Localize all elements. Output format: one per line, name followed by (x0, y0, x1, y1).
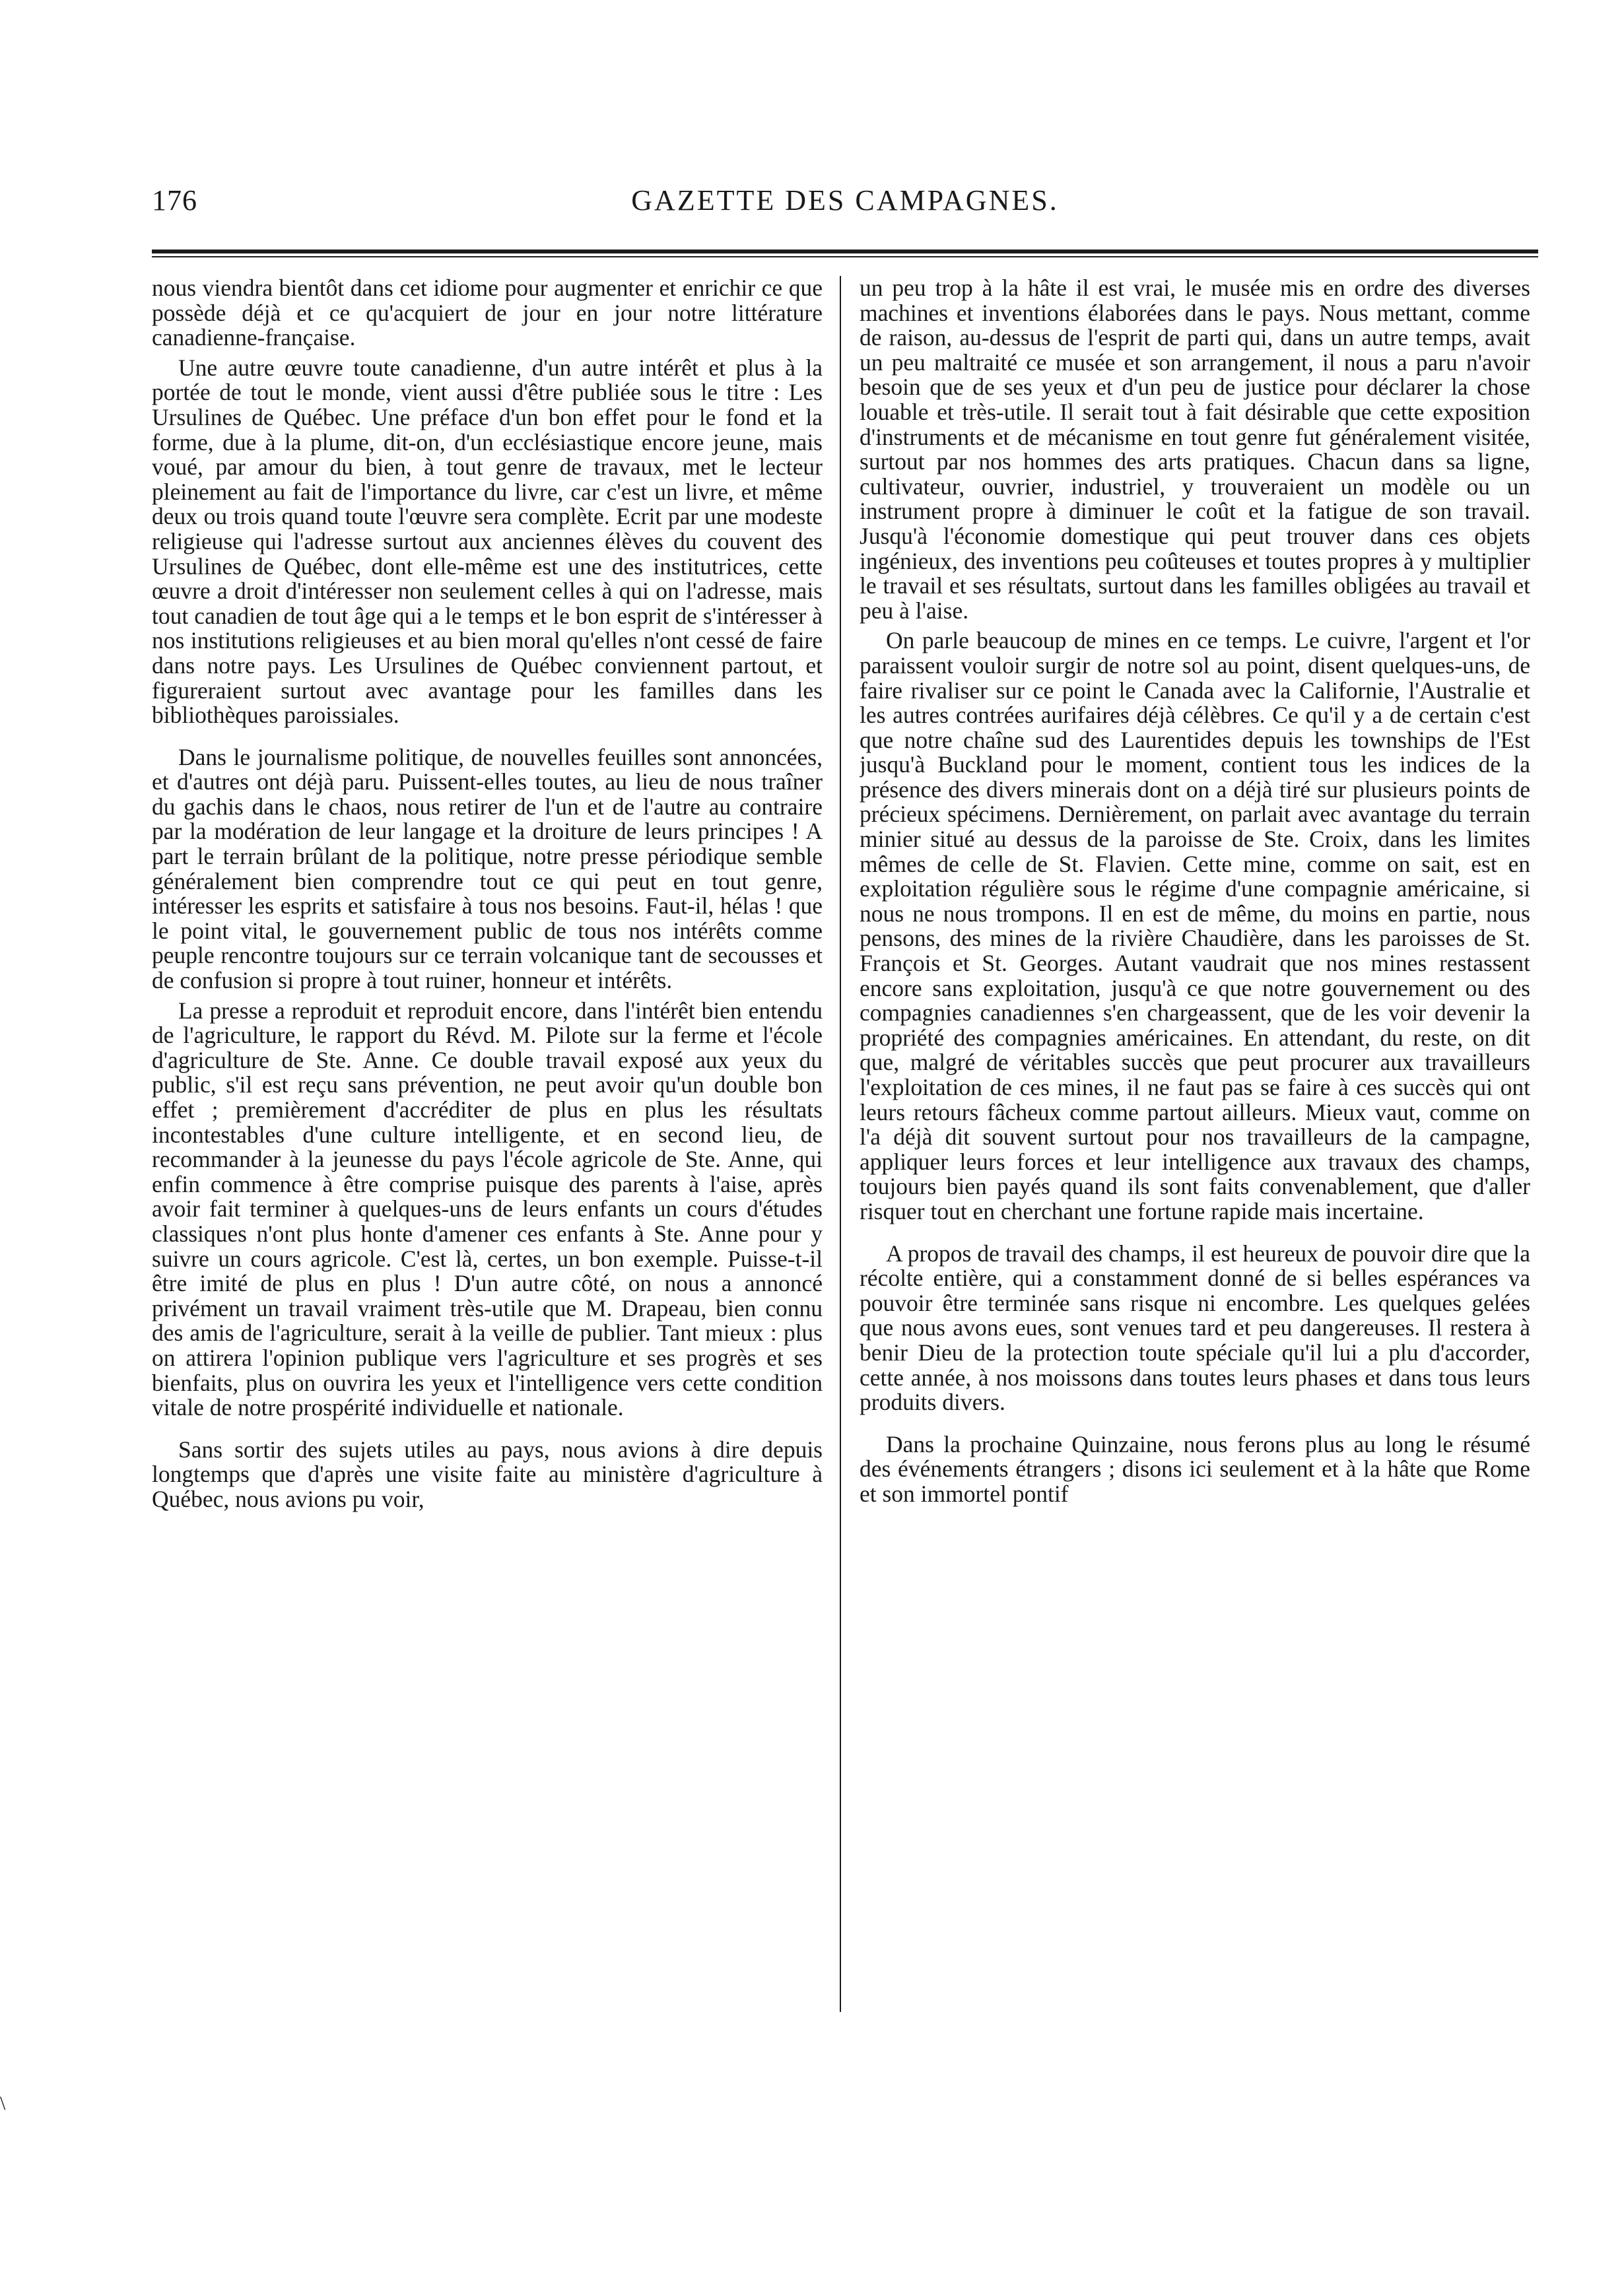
newspaper-page (152, 178, 1538, 2158)
journal-title: GAZETTE DES CAMPAGNES. (631, 184, 1059, 217)
right-column (860, 276, 1530, 2012)
paragraph: A propos de travail des champs, il est heureux de pouvoir dire que la récolte entière, qui a constamment donné de si belles espérances va pouvoir être terminée sans risque ni encombre. Les quelques gelées que nous avons eues, sont venues tard et peu dangereuses. Il restera à benir Dieu de la protection toute spéciale qu'il lui a plu d'accorder, cette année, à nos moissons dans toutes leurs phases et dans tous leurs produits divers. (860, 1240, 1530, 1416)
paragraph: Dans le journalisme politique, de nouvelles feuilles sont annoncées, et d'autres ont déjà paru. Puissent-elles toutes, au lieu de nous traîner du gachis dans le chaos, nous retirer de l'un et de l'autre au contraire par la modération de leur langage et la droiture de leurs principes ! A part le terrain brûlant de la politique, notre presse périodique semble généralement bien comprendre tout ce qui peut en tout genre, intéresser les esprits et satisfaire à tous nos besoins. Faut-il, hélas ! que le point vital, le gouvernement public de tous nos intérêts comme peuple rencontre toujours sur ce terrain volcanique tant de secousses et de confusion si propre à tout ruiner, honneur et intérêts. (152, 743, 823, 994)
article-columns (152, 276, 1538, 2012)
margin-mark: \ (0, 2092, 6, 2114)
page-header (152, 178, 1538, 224)
paragraph: La presse a reproduit et reproduit encore, dans l'intérêt bien entendu de l'agriculture, le rapport du Révd. M. Pilote sur la ferme et l'école d'agriculture de Ste. Anne. Ce double travail exposé aux yeux du public, s'il est reçu sans prévention, ne peut avoir qu'un double bon effet ; premièrement d'accréditer de plus en plus les résultats incontestables d'une culture intelligente, et en second lieu, de recommander à la jeunesse du pays l'école agricole de Ste. Anne, qui enfin commence à être comprise puisque des parents à l'aise, après avoir fait terminer à quelques-uns de leurs enfants un cours d'études classiques n'ont plus honte d'amener ces enfants à Ste. Anne pour y suivre un cours agricole. C'est là, certes, un bon exemple. Puisse-t-il être imité de plus en plus ! D'un autre côté, on nous a annoncé privément un travail vraiment très-utile que M. Drapeau, bien connu des amis de l'agriculture, serait à la veille de publier. Tant mieux : plus on attirera l'opinion publique vers l'agriculture et ses progrès et ses bienfaits, plus on ouvrira les yeux et l'intelligence vers cette condition vitale de notre prospérité individuelle et nationale. (152, 997, 823, 1421)
paragraph: Dans la prochaine Quinzaine, nous ferons plus au long le résumé des événements étrangers ; disons ici seulement et à la hâte que Rome et son immortel pontif (860, 1430, 1530, 1507)
left-column (152, 276, 823, 2012)
paragraph: Une autre œuvre toute canadienne, d'un autre intérêt et plus à la portée de tout le monde, vient aussi d'être publiée sous le titre : Les Ursulines de Québec. Une préface d'un bon effet pour le fond et la forme, due à la plume, dit-on, d'un ecclésiastique encore jeune, mais voué, par amour du bien, à tout genre de travaux, met le lecteur pleinement au fait de l'importance du livre, car c'est un livre, et même deux ou trois quand toute l'œuvre sera complète. Ecrit par une modeste religieuse qui l'adresse surtout aux anciennes élèves du couvent des Ursulines de Québec, dont elle-même est une des institutrices, cette œuvre a droit d'intéresser non seulement celles à qui on l'adresse, mais tout canadien de tout âge qui a le temps et le bon esprit de s'intéresser à nos institutions religieuses et au bien moral qu'elles n'ont cessé de faire dans notre pays. Les Ursulines de Québec conviennent partout, et figureraient surtout avec avantage pour les familles dans les bibliothèques paroissiales. (152, 354, 823, 729)
column-divider (840, 276, 841, 2012)
paragraph: Sans sortir des sujets utiles au pays, nous avions à dire depuis longtemps que d'après une visite faite au ministère d'agriculture à Québec, nous avions pu voir, (152, 1436, 823, 1512)
page-number: 176 (152, 184, 197, 217)
paragraph: On parle beaucoup de mines en ce temps. Le cuivre, l'argent et l'or paraissent vouloir surgir de notre sol au point, disent quelques-uns, de faire rivaliser sur ce point le Canada avec la Californie, l'Australie et les autres contrées aurifaires déjà célèbres. Ce qu'il y a de certain c'est que notre chaîne sud des Laurentides depuis les townships de l'Est jusqu'à Buckland pour le moment, contient tous les indices de la présence des divers minerais dont on a déjà tiré sur plusieurs points de précieux spécimens. Dernièrement, on parlait avec avantage du terrain minier situé au dessus de la paroisse de Ste. Croix, dans les limites mêmes de celle de St. Flavien. Cette mine, comme on sait, est en exploitation régulière sous le régime d'une compagnie américaine, si nous ne nous trompons. Il en est de même, du moins en partie, nous pensons, des mines de la rivière Chaudière, dans les paroisses de St. François et St. Georges. Autant vaudrait que nos mines restassent encore sans exploitation, jusqu'à ce que notre gouvernement ou des compagnies canadiennes s'en chargeassent, que de les voir devenir la propriété des compagnies américaines. En attendant, du reste, on dit que, malgré de véritables succès que peut procurer aux travailleurs l'exploitation de ces mines, il ne faut pas se faire à ces succès qui ont leurs retours fâcheux comme partout ailleurs. Mieux vaut, comme on l'a déjà dit souvent surtout pour nos travailleurs de la campagne, appliquer leurs forces et leur intelligence aux travaux des champs, toujours bien payés quand ils sont faits convenablement, que d'aller risquer tout en cherchant une fortune rapide mais incertaine. (860, 627, 1530, 1224)
paragraph: un peu trop à la hâte il est vrai, le musée mis en ordre des diverses machines et inventions élaborées dans le pays. Nous mettant, comme de raison, au-dessus de l'esprit de parti qui, dans un autre temps, avait un peu maltraité ce musée et son arrangement, il nous a paru n'avoir besoin que de ses yeux et d'un peu de justice pour déclarer la chose louable et très-utile. Il serait tout à fait désirable que cette exposition d'instruments et de mécanisme en tout genre fut généralement visitée, surtout par nos hommes des arts pratiques. Chacun dans sa ligne, cultivateur, ouvrier, industriel, y trouveraient un modèle ou un instrument propre à diminuer le coût et la fatigue de son travail. Jusqu'à l'économie domestique qui peut trouver dans ces objets ingénieux, des inventions peu coûteuses et toutes propres à y multiplier le travail et ses résultats, surtout dans les familles obligées au travail et peu à l'aise. (860, 276, 1530, 624)
header-rule (152, 250, 1538, 257)
paragraph: nous viendra bientôt dans cet idiome pour augmenter et enrichir ce que possède déjà et ce qu'acquiert de jour en jour notre littérature canadienne-française. (152, 276, 823, 351)
